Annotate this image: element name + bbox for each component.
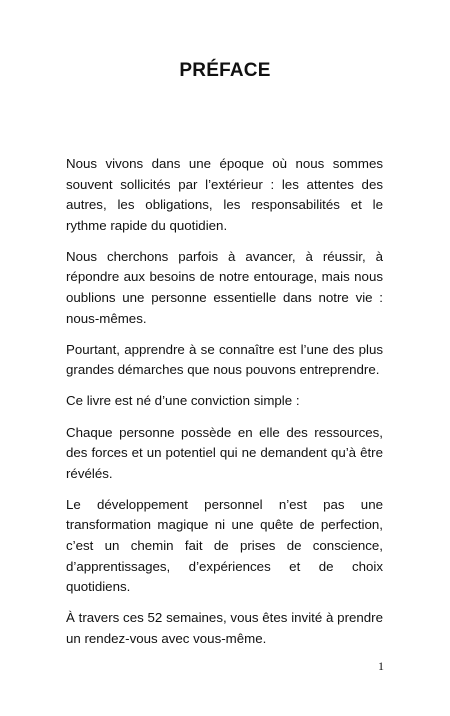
paragraph-4: Ce livre est né d’une conviction simple : <box>66 393 300 409</box>
page-title: PRÉFACE <box>179 60 271 81</box>
paragraph-2: Nous cherchons parfois à avancer, à réussir, à répondre aux besoins de notre entourage, mais nous oublions une personne essentielle dans notre vie : nous-mêmes. <box>66 248 383 326</box>
paragraph-6: Le développement personnel n’est pas une transformation magique ni une quête de perfection, c’est un chemin fait de prises de conscience, d’apprentissages, d’expériences et de choix quotidiens. <box>66 496 383 595</box>
preface-body <box>66 154 383 660</box>
paragraph-5: Chaque personne possède en elle des ressources, des forces et un potentiel qui ne demandent qu’à être révélés. <box>66 424 383 481</box>
paragraph-3: Pourtant, apprendre à se connaître est l’une des plus grandes démarches que nous pouvons entreprendre. <box>66 341 383 378</box>
page-number: 1 <box>378 659 384 673</box>
paragraph-7: À travers ces 52 semaines, vous êtes invité à prendre un rendez-vous avec vous-même. <box>66 610 383 646</box>
paragraph-1: Nous vivons dans une époque où nous sommes souvent sollicités par l’extérieur : les attentes des autres, les obligations, les responsabilités et le rythme rapide du quotidien. <box>66 156 383 233</box>
